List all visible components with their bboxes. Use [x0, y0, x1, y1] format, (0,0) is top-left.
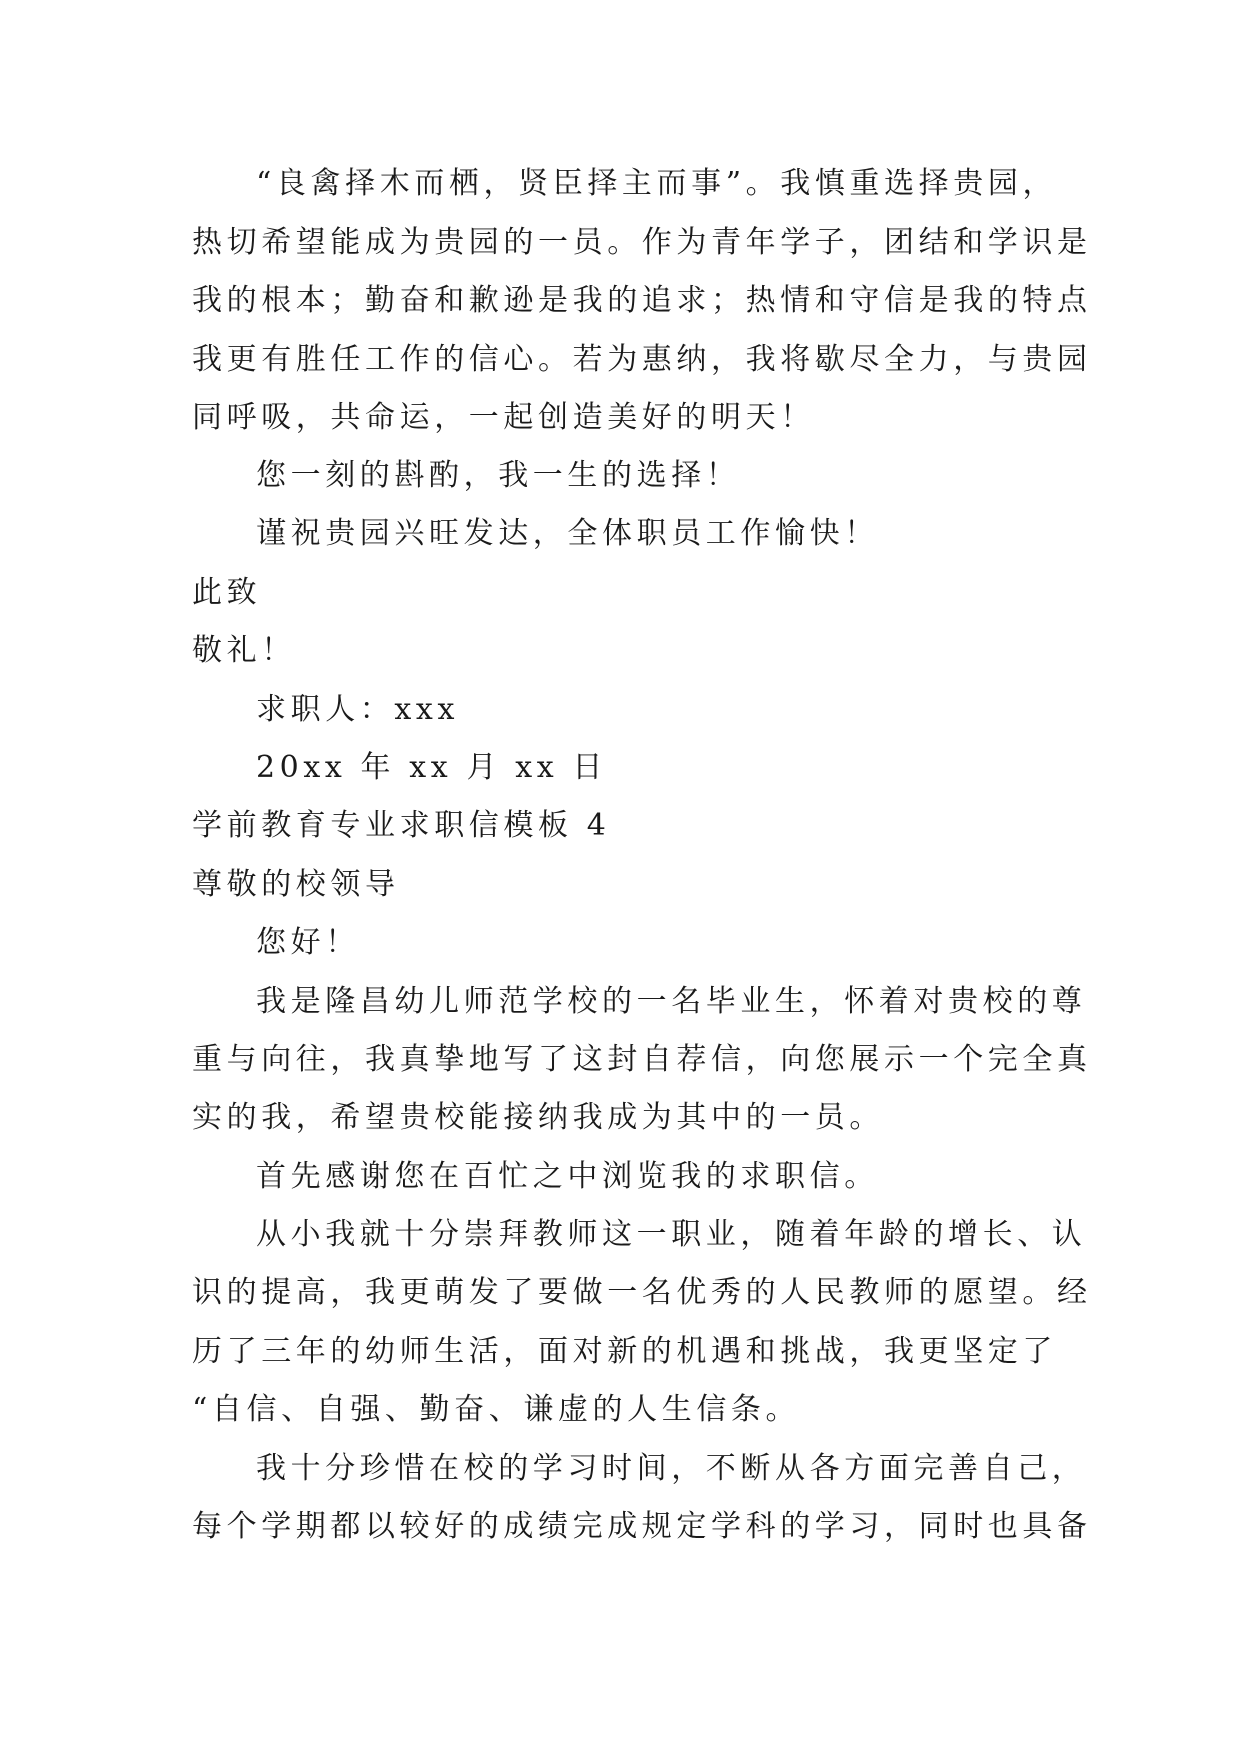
- paragraph-line: 热切希望能成为贵园的一员。作为青年学子，团结和学识是: [192, 225, 1092, 260]
- paragraph-line: 谨祝贵园兴旺发达，全体职员工作愉快！: [256, 516, 879, 551]
- paragraph-line: 实的我，希望贵校能接纳我成为其中的一员。: [192, 1100, 884, 1135]
- closing-salutation: 此致: [192, 575, 262, 610]
- paragraph-line: 您一刻的斟酌，我一生的选择！: [256, 458, 741, 493]
- paragraph-line: 重与向往，我真挚地写了这封自荐信，向您展示一个完全真: [192, 1042, 1092, 1077]
- closing-regards: 敬礼！: [192, 633, 296, 668]
- paragraph-line: 每个学期都以较好的成绩完成规定学科的学习，同时也具备: [192, 1509, 1092, 1544]
- signature-applicant: 求职人：xxx: [256, 692, 459, 727]
- paragraph-line: 我的根本；勤奋和歉逊是我的追求；热情和守信是我的特点: [192, 283, 1092, 318]
- paragraph-line: 我更有胜任工作的信心。若为惠纳，我将歇尽全力，与贵园: [192, 342, 1092, 377]
- paragraph-line: 我十分珍惜在校的学习时间，不断从各方面完善自己，: [256, 1451, 1087, 1486]
- paragraph-line: “良禽择木而栖，贤臣择主而事”。我慎重选择贵园，: [256, 166, 1058, 201]
- paragraph-line: 我是隆昌幼儿师范学校的一名毕业生，怀着对贵校的尊: [256, 984, 1087, 1019]
- paragraph-line: 同呼吸，共命运，一起创造美好的明天！: [192, 400, 815, 435]
- paragraph-line: 首先感谢您在百忙之中浏览我的求职信。: [256, 1159, 879, 1194]
- section-title: 学前教育专业求职信模板 4: [192, 808, 611, 843]
- paragraph-line: 识的提高，我更萌发了要做一名优秀的人民教师的愿望。经: [192, 1275, 1092, 1310]
- signature-date: 20xx 年 xx 月 xx 日: [256, 750, 607, 785]
- letter-greeting: 您好！: [256, 925, 360, 960]
- paragraph-line: “自信、自强、勤奋、谦虚的人生信条。: [192, 1392, 801, 1427]
- paragraph-line: 历了三年的幼师生活，面对新的机遇和挑战，我更坚定了: [192, 1334, 1057, 1369]
- paragraph-line: 从小我就十分崇拜教师这一职业，随着年龄的增长、认: [256, 1217, 1087, 1252]
- letter-addressee: 尊敬的校领导: [192, 867, 400, 902]
